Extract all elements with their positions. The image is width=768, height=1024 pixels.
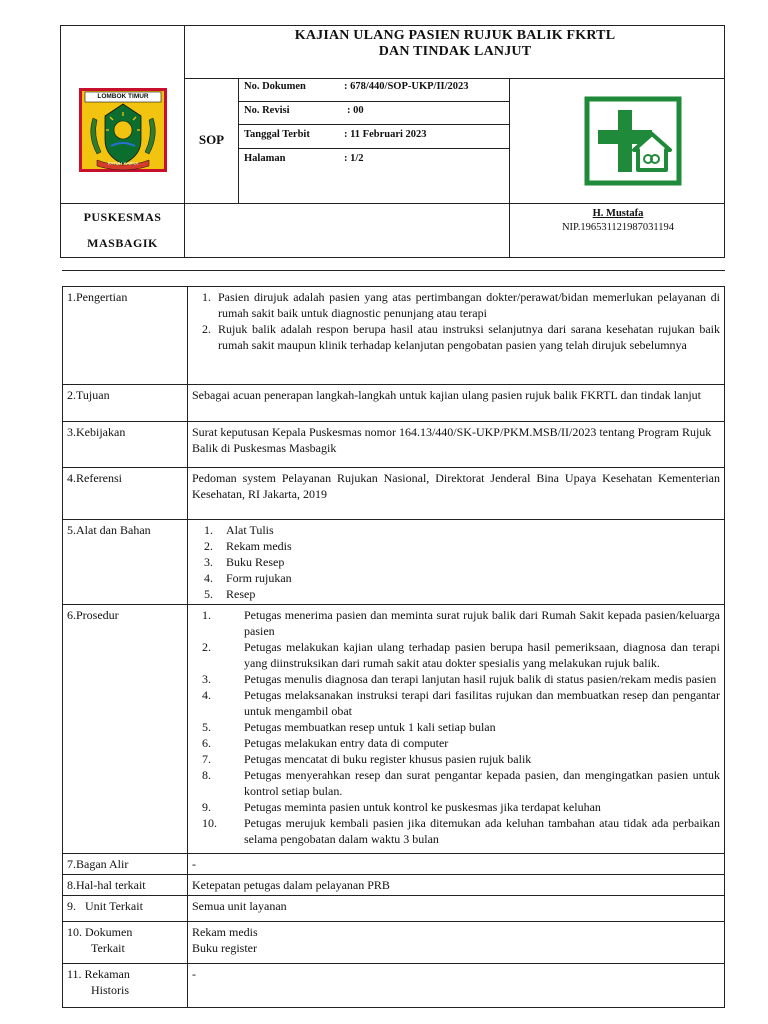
puskesmas-logo — [584, 96, 682, 186]
prosedur-step — [192, 735, 720, 751]
dokumen-line-2: Buku register — [192, 941, 257, 955]
header-separator — [62, 270, 725, 271]
sop-header — [60, 25, 725, 258]
organization-name — [61, 204, 184, 256]
title-line-2: DAN TINDAK LANJUT — [378, 44, 532, 59]
doc-number-label: No. Dokumen — [244, 81, 306, 92]
prosedur-step — [192, 639, 720, 671]
step-text: Petugas menulis diagnosa dan terapi lanjutan hasil rujuk balik di status pasien/rekam medis pasien — [244, 672, 717, 686]
prosedur-step — [192, 719, 720, 735]
unit-content: Semua unit layanan — [188, 896, 725, 922]
row-alat — [63, 520, 725, 605]
row-bagan-alir — [63, 854, 725, 875]
hal-content: Ketepatan petugas dalam pelayanan PRB — [188, 875, 725, 896]
sop-label: SOP — [198, 132, 225, 147]
alat-item: 3. Buku Resep — [216, 554, 720, 570]
step-number: 6. — [202, 736, 211, 750]
issue-date-label: Tanggal Terbit — [244, 129, 310, 140]
step-number: 4. — [202, 688, 211, 702]
step-text: Petugas melakukan entry data di computer — [244, 736, 449, 750]
row-pengertian — [63, 287, 725, 385]
row-referensi — [63, 468, 725, 520]
prosedur-label: 6.Prosedur — [63, 605, 188, 854]
row-tujuan — [63, 385, 725, 422]
step-text: Petugas mencatat di buku register khusus pasien rujuk balik — [244, 752, 532, 766]
alat-label: 5.Alat dan Bahan — [63, 520, 188, 605]
row-prosedur — [63, 605, 725, 854]
row-unit-terkait — [63, 896, 725, 922]
bagan-content: - — [188, 854, 725, 875]
bagan-label: 7.Bagan Alir — [63, 854, 188, 875]
pengertian-item: 1. Pasien dirujuk adalah pasien yang atas pertimbangan dokter/perawat/bidan memerlukan pelayanan di rumah sakit baik untuk diagnostic penunjang atau terapi — [214, 289, 720, 321]
step-text: Petugas membuatkan resep untuk 1 kali setiap bulan — [244, 720, 496, 734]
document-title — [185, 28, 725, 60]
issue-date-value: : 11 Februari 2023 — [344, 129, 427, 140]
logo-region-text: LOMBOK TIMUR — [97, 93, 149, 100]
alat-item: 4. Form rujukan — [216, 570, 720, 586]
sop-content — [62, 286, 725, 1008]
prosedur-step — [192, 815, 720, 847]
row-dokumen-terkait — [63, 922, 725, 964]
step-text: Petugas meminta pasien untuk kontrol ke puskesmas jika terdapat keluhan — [244, 800, 601, 814]
dokumen-label — [63, 922, 188, 964]
sop-table — [62, 286, 725, 1008]
pengertian-item: 2. Rujuk balik adalah respon berupa hasil atau instruksi selanjutnya dari sarana kesehatan rujukan baik rumah sakit maupun klinik terhadap kelanjutan pengobatan pasien yang telah dirujuk sebelumnya — [214, 321, 720, 353]
alat-item: 5. Resep — [216, 586, 720, 602]
doc-number-value: : 678/440/SOP-UKP/II/2023 — [344, 81, 469, 92]
dokumen-label-line-1: 10. Dokumen — [67, 925, 133, 939]
revision-value: : 00 — [347, 105, 364, 116]
step-number: 2. — [202, 640, 211, 654]
pengertian-label: 1.Pengertian — [63, 287, 188, 385]
pengertian-content — [188, 287, 725, 385]
step-number: 5. — [202, 720, 211, 734]
dokumen-line-1: Rekam medis — [192, 925, 258, 939]
prosedur-step — [192, 751, 720, 767]
prosedur-step — [192, 607, 720, 639]
revision-label: No. Revisi — [244, 105, 290, 116]
dokumen-label-line-2: Terkait — [91, 941, 125, 955]
step-text: Petugas merujuk kembali pasien jika ditemukan ada keluhan tambahan atau tidak ada perbaikan selama pengobatan dalam waktu 3 bulan — [244, 816, 720, 846]
kebijakan-content: Surat keputusan Kepala Puskesmas nomor 164.13/440/SK-UKP/PKM.MSB/II/2023 tentang Program Rujuk Balik di Puskesmas Masbagik — [188, 422, 725, 468]
prosedur-step — [192, 767, 720, 799]
tujuan-content: Sebagai acuan penerapan langkah-langkah untuk kajian ulang pasien rujuk balik FKRTL dan tindak lanjut — [188, 385, 725, 422]
org-line-2: MASBAGIK — [87, 236, 158, 250]
page-label: Halaman — [244, 153, 286, 164]
hal-label: 8.Hal-hal terkait — [63, 875, 188, 896]
signer-name: H. Mustafa — [592, 208, 644, 219]
page-value: : 1/2 — [344, 153, 364, 164]
rekaman-content: - — [188, 964, 725, 1008]
kebijakan-label: 3.Kebijakan — [63, 422, 188, 468]
step-text: Petugas menerima pasien dan meminta surat rujuk balik dari Rumah Sakit kepada pasien/keluarga pasien — [244, 608, 720, 638]
referensi-content: Pedoman system Pelayanan Rujukan Nasional, Direktorat Jenderal Bina Upaya Kesehatan Kementerian Kesehatan, RI Jakarta, 2019 — [188, 468, 725, 520]
rekaman-label — [63, 964, 188, 1008]
prosedur-step — [192, 799, 720, 815]
step-number: 1. — [202, 608, 211, 622]
row-hal-terkait — [63, 875, 725, 896]
step-number: 9. — [202, 800, 211, 814]
row-rekaman-historis — [63, 964, 725, 1008]
dokumen-content — [188, 922, 725, 964]
step-text: Petugas melakukan kajian ulang terhadap pasien berupa hasil pemeriksaan, diagnosa dan terapi yang diinstruksikan dari rumah sakit atau dokter spesialis yang melakukan rujuk balik. — [244, 640, 720, 670]
rekaman-label-line-2: Historis — [91, 983, 130, 997]
step-number: 3. — [202, 672, 211, 686]
row-kebijakan — [63, 422, 725, 468]
rekaman-label-line-1: 11. Rekaman — [67, 967, 130, 981]
prosedur-content — [188, 605, 725, 854]
prosedur-step — [192, 671, 720, 687]
alat-item: 2. Rekam medis — [216, 538, 720, 554]
lombok-timur-logo — [79, 88, 167, 172]
tujuan-label: 2.Tujuan — [63, 385, 188, 422]
step-number: 8. — [202, 768, 211, 782]
unit-label: 9. Unit Terkait — [63, 896, 188, 922]
alat-content — [188, 520, 725, 605]
prosedur-step — [192, 687, 720, 719]
step-text: Petugas menyerahkan resep dan surat pengantar kepada pasien, dan mengingatkan pasien untuk kontrol setiap bulan. — [244, 768, 720, 798]
title-line-1: KAJIAN ULANG PASIEN RUJUK BALIK FKRTL — [294, 28, 616, 43]
org-line-1: PUSKESMAS — [83, 210, 162, 224]
step-text: Petugas melaksanakan instruksi terapi dari fasilitas rujukan dan membuatkan resep dan pengantar untuk mengambil obat — [244, 688, 720, 718]
step-number: 7. — [202, 752, 211, 766]
step-number: 10. — [202, 816, 217, 830]
alat-item: 1. Alat Tulis — [216, 522, 720, 538]
logo-motto-text: PATUH KARYA — [107, 161, 139, 166]
signer-nip: NIP.196531121987031194 — [561, 222, 675, 233]
referensi-label: 4.Referensi — [63, 468, 188, 520]
